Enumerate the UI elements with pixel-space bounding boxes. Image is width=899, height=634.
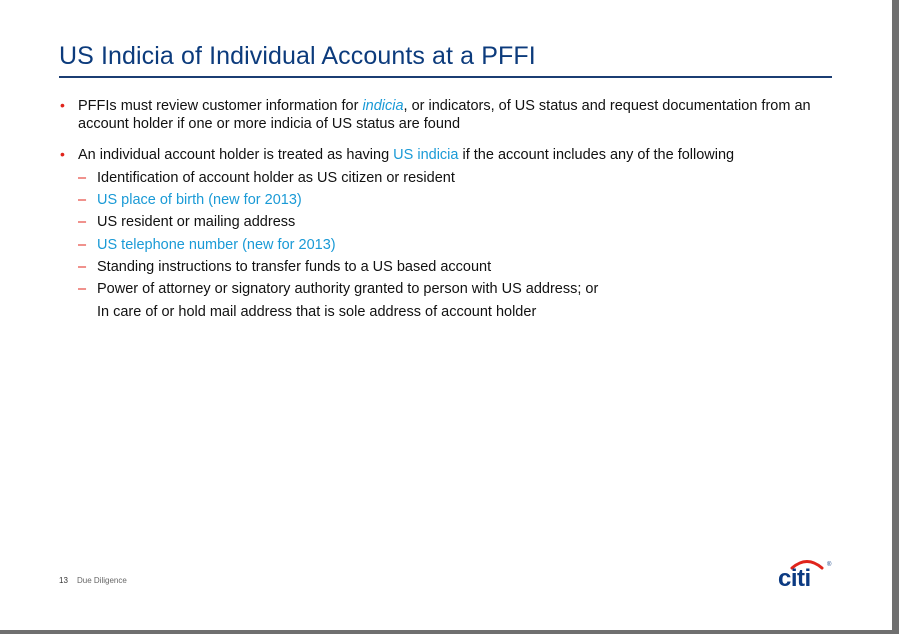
window-edge-right [892, 0, 899, 634]
bullet-text: PFFIs must review customer information for [78, 98, 363, 114]
sub-item [78, 169, 455, 187]
footer-section-label: Due Diligence [77, 576, 127, 585]
bullet-item [60, 146, 838, 164]
dash-icon: – [78, 214, 87, 230]
bullet-text: if the account includes any of the following [458, 147, 735, 163]
sub-item [78, 258, 492, 276]
dash-icon: – [78, 170, 87, 186]
bullet-dot-icon: • [60, 146, 65, 162]
citi-logo [776, 556, 834, 588]
dash-icon: – [78, 192, 87, 208]
bullet-item [60, 97, 838, 133]
sub-item [78, 236, 336, 254]
sub-item-text: US place of birth (new for 2013) [97, 192, 302, 208]
sub-item-text: Identification of account holder as US citizen or resident [97, 170, 455, 186]
logo-wordmark: citi [778, 565, 811, 588]
dash-icon: – [78, 237, 87, 253]
sub-item [78, 191, 302, 209]
logo-registered-mark: ® [827, 562, 832, 568]
sub-item [78, 280, 599, 298]
dash-icon: – [78, 281, 87, 297]
sub-item [78, 213, 296, 231]
sub-item-text: Standing instructions to transfer funds to a US based account [97, 259, 492, 275]
dash-icon: – [78, 259, 87, 275]
sub-item-text: US resident or mailing address [97, 214, 296, 230]
bullet-text: An individual account holder is treated as having [78, 147, 394, 163]
slide-title: US Indicia of Individual Accounts at a PFFI [59, 42, 536, 70]
sub-item-text: US telephone number (new for 2013) [97, 237, 336, 253]
window-edge-bottom [0, 630, 899, 634]
bullet-dot-icon: • [60, 97, 65, 113]
bullet-highlight: US indicia [393, 147, 459, 163]
bullet-highlight: indicia [362, 98, 404, 114]
title-divider [59, 76, 832, 78]
sub-item-continuation [97, 303, 536, 321]
page-number: 13 [59, 576, 68, 585]
sub-item-text: Power of attorney or signatory authority granted to person with US address; or [97, 281, 599, 297]
sub-item-text: In care of or hold mail address that is sole address of account holder [97, 304, 537, 320]
bullet-text: , or indicators, of US status and request documentation from an account holder if one or more indicia of US status are found [78, 98, 811, 132]
